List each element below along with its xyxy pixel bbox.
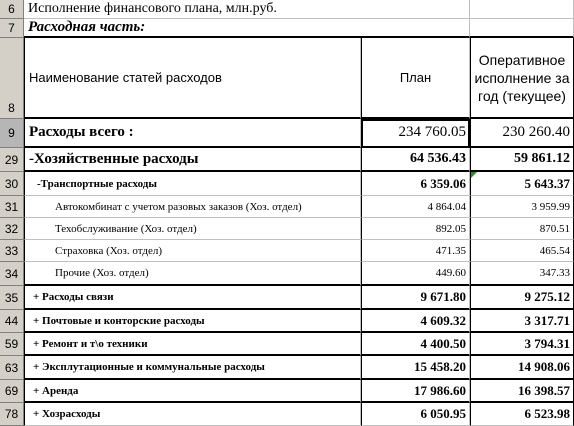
total-label-cell[interactable]: Расходы всего : xyxy=(24,119,361,148)
subcategory-label-cell[interactable]: + Эксплутационные и коммунальные расходы xyxy=(24,356,361,380)
cell[interactable] xyxy=(470,0,574,19)
total-actual-cell[interactable]: 230 260.40 xyxy=(470,119,574,148)
row-header[interactable]: 78 xyxy=(0,403,24,426)
cell[interactable]: Исполнение финансового плана, млн.руб. xyxy=(24,0,470,19)
plan-value-cell[interactable]: 4 400.50 xyxy=(361,333,470,356)
actual-value-cell[interactable] xyxy=(470,172,574,196)
item-label-cell[interactable]: Прочие (Хоз. отдел) xyxy=(24,262,361,286)
subcategory-label-cell[interactable]: + Расходы связи xyxy=(24,286,361,310)
total-plan-cell[interactable]: 234 760.05 xyxy=(361,119,470,148)
plan-value-cell[interactable]: 17 986.60 xyxy=(361,380,470,403)
subcategory-label-cell[interactable]: + Почтовые и конторские расходы xyxy=(24,310,361,333)
cell-value: 5 643.37 xyxy=(524,175,570,191)
category-label-cell[interactable]: -Хозяйственные расходы xyxy=(24,148,361,172)
plan-value-cell[interactable]: 6 359.06 xyxy=(361,172,470,196)
row-header[interactable]: 35 xyxy=(0,286,24,310)
subcategory-label-cell[interactable]: + Хозрасходы xyxy=(24,403,361,426)
row-header[interactable]: 32 xyxy=(0,218,24,240)
actual-value-cell[interactable]: 465.54 xyxy=(470,240,574,262)
item-label-cell[interactable]: Страховка (Хоз. отдел) xyxy=(24,240,361,262)
row-header[interactable]: 44 xyxy=(0,310,24,333)
subcategory-label-cell[interactable]: -Транспортные расходы xyxy=(24,172,361,196)
actual-value-cell[interactable]: 347.33 xyxy=(470,262,574,286)
sheet-row xyxy=(0,172,574,196)
subcategory-label-cell[interactable]: + Ремонт и т\о техники xyxy=(24,333,361,356)
actual-value-cell[interactable]: 3 317.71 xyxy=(470,310,574,333)
sheet-row xyxy=(0,356,574,380)
sheet-row xyxy=(0,286,574,310)
plan-value-cell[interactable]: 4 609.32 xyxy=(361,310,470,333)
sheet-row xyxy=(0,19,574,38)
sheet-row xyxy=(0,262,574,286)
column-header-name[interactable]: Наименование статей расходов xyxy=(24,38,361,119)
sheet-row xyxy=(0,0,574,19)
actual-value-cell[interactable]: 16 398.57 xyxy=(470,380,574,403)
comment-marker-icon xyxy=(471,172,477,178)
row-header[interactable]: 63 xyxy=(0,356,24,380)
plan-value-cell[interactable]: 449.60 xyxy=(361,262,470,286)
cell[interactable] xyxy=(470,19,574,38)
sheet-row xyxy=(0,310,574,333)
plan-value-cell[interactable]: 15 458.20 xyxy=(361,356,470,380)
plan-value-cell[interactable]: 471.35 xyxy=(361,240,470,262)
actual-value-cell[interactable]: 3 959.99 xyxy=(470,196,574,218)
sheet-row xyxy=(0,380,574,403)
sheet-row xyxy=(0,218,574,240)
row-header[interactable]: 30 xyxy=(0,172,24,196)
row-header[interactable]: 29 xyxy=(0,148,24,172)
sheet-row xyxy=(0,38,574,119)
actual-value-cell[interactable]: 59 861.12 xyxy=(470,148,574,172)
plan-value-cell[interactable]: 892.05 xyxy=(361,218,470,240)
row-header[interactable]: 33 xyxy=(0,240,24,262)
row-header[interactable]: 8 xyxy=(0,38,24,119)
actual-value-cell[interactable]: 3 794.31 xyxy=(470,333,574,356)
actual-value-cell[interactable]: 870.51 xyxy=(470,218,574,240)
section-title-cell[interactable]: Расходная часть: xyxy=(24,19,470,38)
sheet-row xyxy=(0,240,574,262)
row-header[interactable]: 6 xyxy=(0,0,24,19)
sheet-row xyxy=(0,119,574,148)
plan-value-cell[interactable]: 6 050.95 xyxy=(361,403,470,426)
row-header[interactable]: 59 xyxy=(0,333,24,356)
sheet-row xyxy=(0,196,574,218)
actual-value-cell[interactable]: 6 523.98 xyxy=(470,403,574,426)
subcategory-label-cell[interactable]: + Аренда xyxy=(24,380,361,403)
row-header[interactable]: 34 xyxy=(0,262,24,286)
row-header[interactable]: 31 xyxy=(0,196,24,218)
column-header-plan[interactable]: План xyxy=(361,38,470,119)
row-header[interactable]: 7 xyxy=(0,19,24,38)
item-label-cell[interactable]: Автокомбинат с учетом разовых заказов (Хоз. отдел) xyxy=(24,196,361,218)
plan-value-cell[interactable]: 64 536.43 xyxy=(361,148,470,172)
row-header[interactable]: 9 xyxy=(0,119,24,148)
column-header-actual[interactable]: Оперативное исполнение за год (текущее) xyxy=(470,38,574,119)
row-header[interactable]: 69 xyxy=(0,380,24,403)
item-label-cell[interactable]: Техобслуживание (Хоз. отдел) xyxy=(24,218,361,240)
sheet-row xyxy=(0,403,574,426)
sheet-row xyxy=(0,333,574,356)
plan-value-cell[interactable]: 4 864.04 xyxy=(361,196,470,218)
sheet-row xyxy=(0,148,574,172)
actual-value-cell[interactable]: 9 275.12 xyxy=(470,286,574,310)
plan-value-cell[interactable]: 9 671.80 xyxy=(361,286,470,310)
actual-value-cell[interactable]: 14 908.06 xyxy=(470,356,574,380)
